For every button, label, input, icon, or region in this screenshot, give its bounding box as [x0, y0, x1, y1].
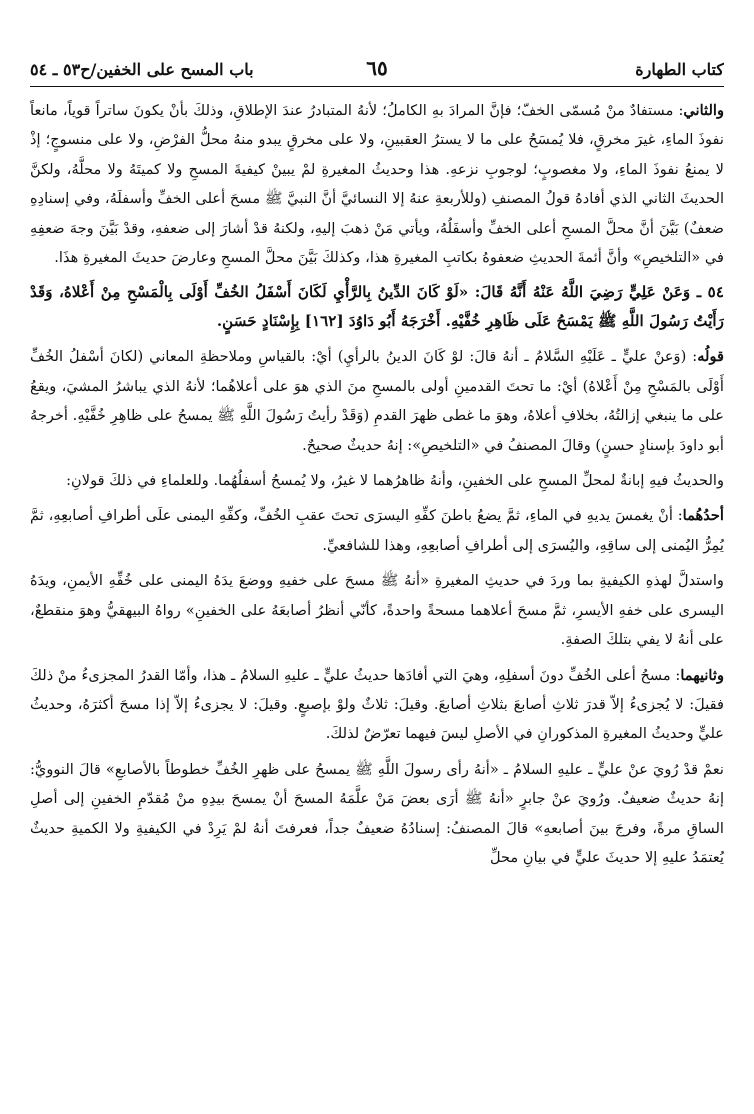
paragraph: [30, 566, 724, 654]
paragraph-text: : مستفادٌ منْ مُسمّى الخفّ؛ فإنَّ المرادَ بهِ الكاملُ؛ لأنهُ المتبادرُ عندَ الإطلاقِ، وذلكَ بأنْ يكونَ ساتراً قوياً، مانعاً نفوذَ الماءِ، غيرَ مخرقٍ، فلا يُمسَحُ على ما لا يسترُ العقبينِ، ولا على مخرقٍ يبدو منهُ محلُّ الفرْضِ، ولا على منسوجٍ؛ إذْ لا يمنعُ نفوذَ الماءِ، ولا مغصوبٍ؛ لوجوبِ نزعهِ. هذا وحديثُ المغيرةِ لمْ يبينْ كيفيةَ المسحِ ولا كميتَهُ ولا محلَّهُ، ولكنَّ الحديثَ الثاني الذي أفادهُ قولُ المصنفِ (وللأربعةِ عنهُ إلا النسائيَّ أنَّ النبيَّ ﷺ مسحَ أعلى الخفِّ وأسفلَهُ، وفي إسنادِهِ ضعفٌ) بَيَّنَ أنَّ محلَّ المسحِ أعلى الخفِّ وأسفَلُهُ، ويأتي مَنْ ذهبَ إليهِ، ولكنهُ قدْ أشارَ إلى ضعفهِ، وقدْ بَيَّنَ وجهَ ضعفِهِ في «التلخيصِ» وأنَّ أئمةَ الحديثِ ضعفوهُ بكاتبِ المغيرةِ هذا، وكذلكَ بَيَّنَ محلَّ المسحِ وعارضَ حديثَ المغيرةِ هذَا.: [30, 102, 724, 267]
chapter-title: باب المسح على الخفين/ح٥٣ ـ ٥٤: [30, 60, 254, 79]
page-number: ٦٥: [366, 56, 388, 80]
paragraph-lead: والثاني: [683, 102, 724, 119]
paragraph-text: واستدلَّ لهذهِ الكيفيةِ بما وردَ في حديثِ المغيرةِ «أنهُ ﷺ مسحَ على خفيهِ ووضعَ يدَهُ اليمنى على خُفِّهِ الأيمنِ، ويدَهُ اليسرى على خفهِ الأيسرِ، ثمَّ مسحَ أعلاهما مسحةً واحدةً، كأنّي أنظرُ أصابعَهُ على الخفينِ» رواهُ البيهقيُّ وهوَ منقطعٌ، على أنهُ لا يفي بتلكَ الصفةِ.: [30, 572, 724, 649]
paragraph-lead: وثانيهما: [680, 666, 724, 684]
paragraph-text: نعمْ قدْ رُويَ عنْ عليٍّ ـ عليهِ السلامُ ـ «أنهُ رأى رسولَ اللَّهِ ﷺ يمسحُ على ظهرِ الخُفِّ خطوطاً بالأصابعِ» قالَ النوويُّ: إنهُ حديثٌ ضعيفٌ. ورُويَ عنْ جابرٍ «أنهُ ﷺ أرَى بعضَ مَنْ علَّمَهُ المسحَ أنْ يمسحَ بيدِهِ منْ مُقدّمِ الخفينِ إلى أصلِ الساقِ مرةً، وفرجَ بينَ أصابعهِ» قالَ المصنفُ: إسنادُهُ ضعيفٌ جداً، فعرفتَ أنهُ لمْ يَرِدْ في الكيفيةِ ولا الكميةِ حديثٌ يُعتمَدُ عليهِ إلا حديثَ عليٍّ في بيانِ محلِّ: [30, 760, 724, 866]
page-body: [30, 96, 724, 878]
paragraph-text: : (وَعنْ عليٍّ ـ عَلَيْهِ السَّلامُ ـ أنهُ قالَ: لوْ كَانَ الدينُ بالرأيِ) أيْ: بالقياسِ وملاحظةِ المعاني (لكانَ أسْفلُ الخُفِّ أَوْلَى بالمَسْحِ مِنْ أَعْلاهُ) أيْ: ما تحتَ القدمينِ أولى بالمسحِ منَ الذي هوَ على أعلاهُما؛ لأنهُ الذي يباشرُ المشيَ، ويقعُ على ما ينبغي إزالتُهُ، بخلافِ أعلاهُ، وهوَ ما غطى ظهرَ القدمِ (وَقَدْ رأيتُ رَسُولَ اللَّهِ ﷺ يمسحُ على ظاهِرِ خُفَّيْهِ. أخرجهُ أبو داودَ بإسنادٍ حسنٍ) وقالَ المصنفُ في «التلخيصِ»: إنهُ حديثٌ صحيحٌ.: [30, 348, 724, 454]
hadith-number: ٥٤: [707, 283, 724, 302]
paragraph-lead: أحدُهُما: [682, 507, 724, 525]
paragraph: [30, 96, 724, 272]
hadith-text: ـ وَعَنْ عَلِيٍّ رَضِيَ اللَّهُ عَنْهُ أَنَّهُ قَالَ: «لَوْ كَانَ الدِّينُ بِالرَّأْيِ لَكَانَ أَسْفَلُ الخُفِّ أَوْلَى بِالْمَسْحِ مِنْ أَعْلاهُ، وَقَدْ رَأَيْتُ رَسُولَ اللَّهِ ﷺ يَمْسَحُ عَلَى ظَاهِرِ خُفَّيْهِ. أَخْرَجَهُ أَبُو دَاوُدَ [١٦٢] بِإِسْنَادٍ حَسَنٍ.: [30, 283, 724, 331]
book-page: [30, 52, 724, 1102]
paragraph-lead: قولُه: [697, 348, 724, 366]
paragraph: [30, 466, 724, 495]
hadith-paragraph: [30, 278, 724, 336]
paragraph-text: والحديثُ فيهِ إبانةٌ لمحلِّ المسحِ على الخفينِ، وأنهُ ظاهرُهما لا غيرُ، ولا يُمسحُ أسفلُهُما. وللعلماءِ في ذلكَ قولانِ:: [66, 472, 724, 490]
paragraph: [30, 755, 724, 873]
paragraph: [30, 501, 724, 560]
paragraph-text: : أنْ يغمسَ يديهِ في الماءِ، ثمَّ يضعُ باطنَ كفِّهِ اليسرَى تحتَ عقبِ الخُفِّ، وكفِّهِ اليمنى علَى أطرافِ أصابعِهِ، ثمَّ يُمِرُّ اليُمنى إلى ساقِهِ، واليُسرَى إلى أطرافِ أصابعِهِ، وهذا للشافعيِّ.: [30, 507, 724, 554]
page-header: [30, 52, 724, 87]
paragraph-text: : مسحُ أعلى الخُفِّ دونَ أسفلِهِ، وهيَ التي أفادَها حديثُ عليٍّ ـ عليهِ السلامُ ـ هذا، وأمّا القدرُ المجزىءُ منْ ذلكَ فقيلَ: لا يُجزىءُ إلاّ قدرَ ثلاثِ أصابعَ بثلاثِ أصابعَ. وقيلَ: ثلاثٌ ولوْ بإصبعٍ. وقيلَ: لا يجزىءُ إلاّ إذا مسحَ أكثرَهُ، وحديثُ عليٍّ وحديثُ المغيرةِ المذكورانِ في الأصلِ ليسَ فيهما تعرّضٌ لذلكَ.: [30, 666, 724, 743]
paragraph: [30, 342, 724, 460]
paragraph: [30, 661, 724, 749]
book-title: كتاب الطهارة: [635, 60, 724, 79]
